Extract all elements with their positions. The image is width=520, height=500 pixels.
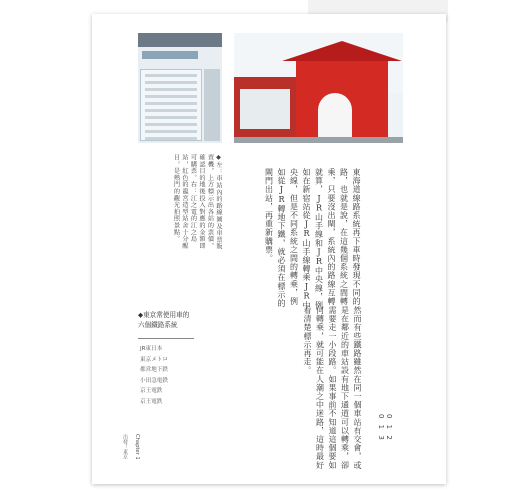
photo-caption: ◆左：車站內的路線圖及車票販賣機，上方標示出各站的票價，確認目的地後投入對應的金額即可購票。右：江之電的江之島站，紅色的龍宮造型站舍十分醒目，是熱門的觀光拍照景點。 [172, 154, 222, 250]
list-item: JR東日本 [140, 346, 163, 352]
section-heading [138, 310, 189, 330]
page-numbers [377, 414, 393, 442]
book-spread-page [92, 14, 446, 484]
heading-divider [138, 338, 194, 339]
list-item: 小田急電鉄 [140, 377, 168, 384]
list-item: 東京メトロ [140, 356, 168, 363]
heading-line-2: 六個鐵路系統 [138, 321, 178, 329]
chapter-label: Chapter 1 [134, 434, 140, 460]
list-item: 京王電鉄 [140, 388, 163, 394]
page-number-left: 0 1 2 [385, 414, 393, 442]
station-building-photo [234, 33, 403, 143]
chapter-subtitle: 出發！東京 [122, 434, 128, 459]
railway-list [140, 344, 168, 407]
body-text-lower: 然而有些鐵路雖然在同一個車站有交會，或是在鄰近的車站設有地下通道可以轉乘，卻需要走一小段路。如果事前不知道這個要如何轉乘，就可能在人潮之中迷路，這時最好看清楚標示再走。 [303, 306, 362, 470]
ticket-machine-photo [138, 33, 222, 143]
page-number-right: 0 1 3 [377, 414, 385, 442]
list-item: 京王電鉄 [140, 398, 163, 405]
heading-line-1: ◆東京常使用車的 [138, 311, 190, 319]
body-text-upper: 東海道線路系統再下車時發現不同的路，也就是說，在這幾個系統之間轉乘，只要沒出閘，系統內的路線互轉就算，JR山手線和JR中央線，例如在新宿站從JR山手線轉乘JR中央線，但是不同系統之間的轉乘，例如從JR轉地下鐵，就必須在標示的閘門出站，再重新購票。 [264, 168, 361, 310]
list-item: 都営地下鉄 [140, 367, 168, 373]
